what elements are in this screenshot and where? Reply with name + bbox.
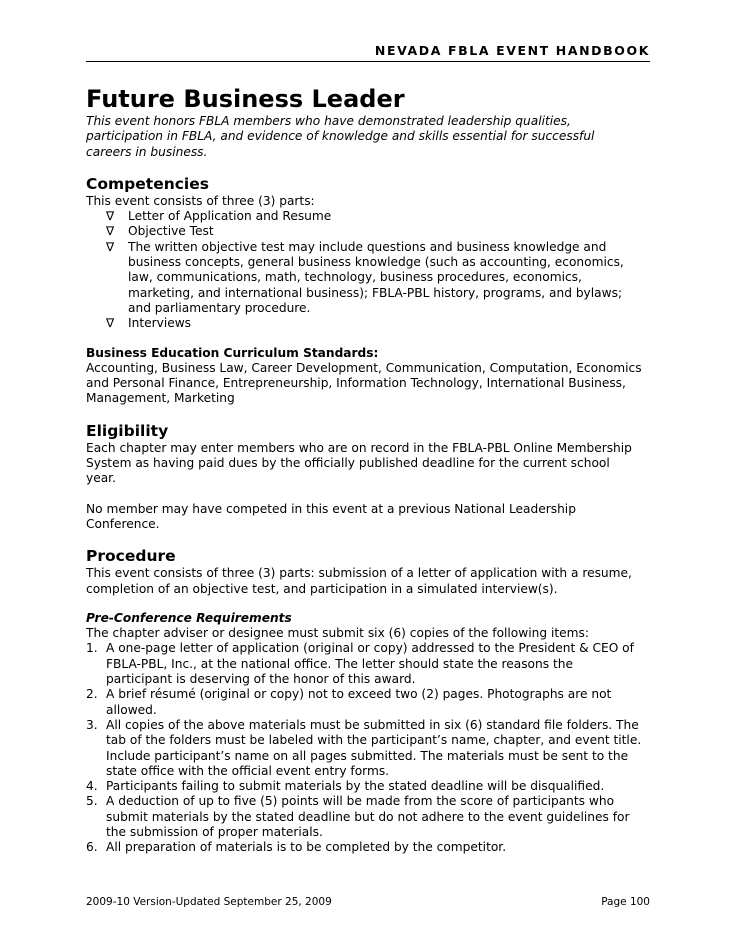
- list-item: ∇ The written objective test may include questions and business knowledge and business concepts, general business knowledge (such as accounting, economics, law, communications, math, technology, business procedures, economics, marketing, and international business); FBLA-PBL history, programs, and bylaws; and parliamentary procedure.: [106, 239, 624, 315]
- list-item: 2. A brief résumé (original or copy) not to exceed two (2) pages. Photographs are not allowed.: [86, 687, 612, 717]
- pre-conference-heading: Pre-Conference Requirements: [86, 610, 292, 625]
- pre-conference-lead: The chapter adviser or designee must submit six (6) copies of the following items:: [86, 626, 589, 641]
- triangle-bullet-icon: ∇: [106, 239, 115, 254]
- list-item: ∇ Objective Test: [106, 224, 214, 239]
- eligibility-heading: Eligibility: [86, 421, 169, 440]
- competencies-list: [86, 209, 642, 331]
- standards-text: Accounting, Business Law, Career Development, Communication, Computation, Economics and Personal Finance, Entrepreneurship, Information Technology, International Business, Management, Marketing: [86, 360, 642, 406]
- competencies-lead: This event consists of three (3) parts:: [86, 193, 315, 208]
- page-body: [86, 84, 642, 856]
- list-item: ∇ Interviews: [106, 316, 192, 331]
- list-item: 4. Participants failing to submit materials by the stated deadline will be disqualified.: [86, 779, 605, 794]
- triangle-bullet-icon: ∇: [106, 224, 115, 239]
- list-item: ∇ Letter of Application and Resume: [106, 209, 332, 224]
- intro-text: This event honors FBLA members who have demonstrated leadership qualities, participation in FBLA, and evidence of knowledge and skills essential for successful careers in business.: [86, 114, 595, 159]
- list-item: 1. A one-page letter of application (original or copy) addressed to the President & CEO of FBLA-PBL, Inc., at the national office. The letter should state the reasons the participant is deserving of the honor of this award.: [86, 641, 634, 687]
- footer-version: 2009-10 Version-Updated September 25, 2009: [86, 896, 332, 908]
- header-rule: [86, 61, 650, 62]
- list-item: 3. All copies of the above materials must be submitted in six (6) standard file folders. The tab of the folders must be labeled with the participant’s name, chapter, and event title. Include participant’s name on all pages submitted. The materials must be sent to the state office with the official event entry forms.: [86, 717, 642, 778]
- list-item: 5. A deduction of up to five (5) points will be made from the score of participants who submit materials by the stated deadline but do not adhere to the event guidelines for the submission of proper materials.: [86, 794, 630, 839]
- triangle-bullet-icon: ∇: [106, 209, 115, 224]
- procedure-heading: Procedure: [86, 547, 176, 566]
- competencies-heading: Competencies: [86, 174, 209, 193]
- eligibility-paragraph: Each chapter may enter members who are on record in the FBLA-PBL Online Membership System as having paid dues by the officially published deadline for the current school year.: [86, 440, 632, 486]
- standards-heading: Business Education Curriculum Standards:: [86, 345, 379, 360]
- eligibility-paragraph: No member may have competed in this event at a previous National Leadership Conference.: [86, 501, 576, 531]
- footer-page-number: Page 100: [601, 896, 650, 908]
- requirements-list: [86, 641, 642, 855]
- list-item: 6. All preparation of materials is to be completed by the competitor.: [86, 840, 507, 855]
- running-header: NEVADA FBLA EVENT HANDBOOK: [374, 43, 650, 58]
- page-title: Future Business Leader: [86, 85, 405, 113]
- procedure-paragraph: This event consists of three (3) parts: submission of a letter of application with a resume, completion of an objective test, and participation in a simulated interview(s).: [86, 566, 632, 596]
- triangle-bullet-icon: ∇: [106, 316, 115, 331]
